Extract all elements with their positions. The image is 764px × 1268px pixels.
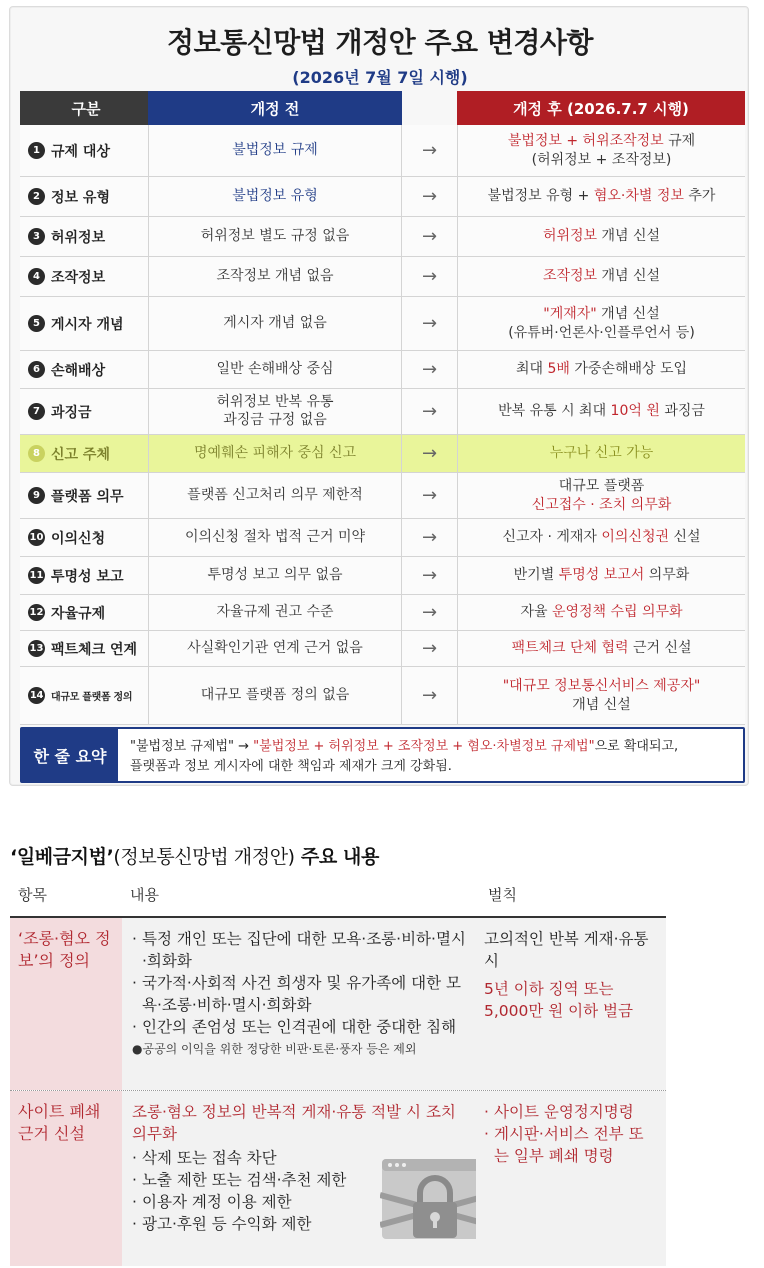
infographic-title: 정보통신망법 개정안 주요 변경사항 (167, 26, 593, 59)
row-after (457, 217, 745, 256)
row-after-line-2: 신고접수 · 조치 의무화 (531, 496, 672, 513)
row-before: 이의신청 절차 법적 근거 미약 (148, 519, 402, 556)
row-arrow-icon: → (421, 266, 438, 287)
row-category-label: 정보 유형 (51, 189, 110, 206)
comparison-row (20, 125, 745, 177)
row-after-line-1: 팩트체크 단체 협력 근거 신설 (511, 640, 692, 657)
content-bullet: · 삭제 또는 접속 차단 (132, 1149, 277, 1167)
row-arrow-icon: → (421, 485, 438, 506)
row-number-badge: 9 (28, 487, 45, 504)
row-after-line-1: 불법정보 유형 + 혐오·차별 정보 추가 (487, 188, 716, 205)
row-after (457, 297, 745, 350)
row-before: 일반 손해배상 중심 (148, 351, 402, 388)
row-arrow-icon: → (421, 359, 438, 380)
article-title-bold: ‘일베금지법’ (10, 846, 114, 868)
comparison-table (20, 125, 745, 725)
row-arrow-icon: → (421, 140, 438, 161)
row-number-badge: 14 (28, 687, 45, 704)
comparison-row (20, 297, 745, 351)
row-after-line-1: 반복 유통 시 최대 10억 원 과징금 (498, 403, 705, 420)
row-number-badge: 1 (28, 142, 45, 159)
comparison-row (20, 473, 745, 519)
row-number-badge: 7 (28, 403, 45, 420)
row-after-line-1: 최대 5배 가중손해배상 도입 (515, 361, 688, 378)
row-number-badge: 10 (28, 529, 45, 546)
row-number-badge: 12 (28, 604, 45, 621)
row-after-line-1: 누구나 신고 가능 (549, 445, 654, 462)
summary-line-1: "불법정보 규제법" → "불법정보 + 허위정보 + 조작정보 + 혐오·차별정보 규제법"으로 확대되고, (130, 739, 679, 754)
row-category (20, 473, 148, 518)
row-category-label: 대규모 플랫폼 정의 (51, 692, 133, 703)
row-category (20, 125, 148, 176)
row-arrow-icon: → (421, 186, 438, 207)
row-after-line-1: 허위정보 개념 신설 (542, 228, 661, 245)
row-before: 대규모 플랫폼 정의 없음 (148, 667, 402, 724)
row-category-label: 허위정보 (51, 229, 106, 246)
article-title-paren: (정보통신망법 개정안) (113, 846, 295, 868)
row-category (20, 519, 148, 556)
row-after (457, 595, 745, 630)
row-after-line-2: (유튜버·언론사·인플루언서 등) (508, 324, 695, 341)
row-after-line-1: 불법정보 + 허위조작정보 규제 (507, 132, 696, 149)
row-before: 플랫폼 신고처리 의무 제한적 (148, 473, 402, 518)
infographic-card (9, 6, 749, 786)
row-before: 투명성 보고 의무 없음 (148, 557, 402, 594)
summary-text (130, 737, 737, 777)
comparison-row (20, 257, 745, 297)
content-bullet: · 이용자 계정 이용 제한 (132, 1193, 292, 1211)
row-category-label: 투명성 보고 (51, 568, 124, 585)
row-category-label: 게시자 개념 (51, 316, 124, 333)
section-definition (10, 918, 666, 1090)
row-arrow-icon: → (421, 602, 438, 623)
content-bullet: · 인간의 존엄성 또는 인격권에 대한 중대한 침해 (132, 1018, 457, 1036)
article-title (10, 842, 379, 869)
comparison-row (20, 351, 745, 389)
column-header-penalty: 벌칙 (488, 886, 517, 904)
row-category-label: 팩트체크 연계 (51, 641, 138, 658)
row-after-line-1: 자율 운영정책 수립 의무화 (520, 604, 683, 621)
row-category-label: 플랫폼 의무 (51, 488, 124, 505)
row-number-badge: 13 (28, 640, 45, 657)
row-arrow-icon: → (421, 443, 438, 464)
comparison-row (20, 217, 745, 257)
content-heading: 조롱·혐오 정보의 반복적 게재·유통 적발 시 조치 의무화 (132, 1103, 456, 1143)
row-after-line-1: 조작정보 개념 신설 (542, 268, 661, 285)
row-category-label: 손해배상 (51, 362, 106, 379)
row-after (457, 257, 745, 296)
row-category-label: 조작정보 (51, 269, 106, 286)
row-before: 게시자 개념 없음 (148, 297, 402, 350)
content-bullet: · 특정 개인 또는 집단에 대한 모욕·조롱·비하·멸시·희화화 (132, 930, 466, 970)
section-penalty (476, 1091, 666, 1266)
row-number-badge: 3 (28, 228, 45, 245)
row-after (457, 435, 745, 472)
row-before: 허위정보 반복 유통 과징금 규정 없음 (148, 389, 402, 434)
row-before: 자율규제 권고 수준 (148, 595, 402, 630)
row-after-line-1: 신고자 · 게재자 이의신청권 신설 (502, 529, 701, 546)
content-bullet: · 노출 제한 또는 검색·추천 제한 (132, 1171, 347, 1189)
row-category (20, 351, 148, 388)
row-after-line-1: "게재자" 개념 신설 (543, 305, 660, 322)
comparison-row (20, 389, 745, 435)
row-after (457, 473, 745, 518)
row-after (457, 557, 745, 594)
section-content (122, 918, 476, 1090)
comparison-row (20, 519, 745, 557)
content-bullet: · 국가적·사회적 사건 희생자 및 유가족에 대한 모욕·조롱·비하·멸시·희화화 (132, 974, 461, 1014)
section-site-closure (10, 1091, 666, 1266)
row-category (20, 389, 148, 434)
row-after (457, 177, 745, 216)
row-category-label: 신고 주체 (51, 446, 110, 463)
infographic-subtitle: (2026년 7월 7일 시행) (292, 68, 468, 87)
row-after-line-1: "대규모 정보통신서비스 제공자" (502, 677, 701, 694)
comparison-row (20, 435, 745, 473)
row-category (20, 257, 148, 296)
row-number-badge: 8 (28, 445, 45, 462)
row-before: 명예훼손 피해자 중심 신고 (148, 435, 402, 472)
row-after-line-2: (허위정보 + 조작정보) (531, 151, 672, 168)
comparison-row (20, 667, 745, 725)
row-after (457, 125, 745, 176)
locked-website-icon (380, 1155, 490, 1253)
row-category (20, 557, 148, 594)
row-category-label: 자율규제 (51, 605, 106, 622)
row-before: 조작정보 개념 없음 (148, 257, 402, 296)
row-category-label: 이의신청 (51, 530, 106, 547)
row-after-line-1: 반기별 투명성 보고서 의무화 (513, 567, 690, 584)
row-number-badge: 6 (28, 361, 45, 378)
penalty-bullet: · 게시판·서비스 전부 또는 일부 폐쇄 명령 (484, 1125, 644, 1165)
row-number-badge: 5 (28, 315, 45, 332)
penalty-bullet: · 사이트 운영정지명령 (484, 1103, 634, 1121)
section-content (122, 1091, 476, 1266)
row-category (20, 217, 148, 256)
header-after: 개정 후 (2026.7.7 시행) (457, 91, 745, 125)
row-after-line-1: 대규모 플랫폼 (558, 477, 645, 494)
row-arrow-icon: → (421, 401, 438, 422)
row-category (20, 667, 148, 724)
penalty-text: 5년 이하 징역 또는 5,000만 원 이하 벌금 (484, 980, 633, 1020)
row-number-badge: 4 (28, 268, 45, 285)
row-after (457, 351, 745, 388)
row-arrow-icon: → (421, 313, 438, 334)
row-category (20, 595, 148, 630)
column-header-item: 항목 (18, 886, 47, 904)
summary-box (20, 727, 745, 783)
row-after (457, 631, 745, 666)
row-before: 불법정보 유형 (148, 177, 402, 216)
row-before: 허위정보 별도 규정 없음 (148, 217, 402, 256)
row-arrow-icon: → (421, 685, 438, 706)
row-category-label: 규제 대상 (51, 143, 110, 160)
row-category-label: 과징금 (51, 404, 92, 421)
row-category (20, 435, 148, 472)
row-category (20, 177, 148, 216)
row-before: 사실확인기관 연계 근거 없음 (148, 631, 402, 666)
header-category: 구분 (20, 91, 152, 125)
row-after (457, 667, 745, 724)
row-arrow-icon: → (421, 226, 438, 247)
row-number-badge: 11 (28, 567, 45, 584)
row-arrow-icon: → (421, 638, 438, 659)
comparison-row (20, 557, 745, 595)
row-arrow-icon: → (421, 565, 438, 586)
comparison-row (20, 177, 745, 217)
comparison-row (20, 595, 745, 631)
header-before: 개정 전 (148, 91, 402, 125)
article-title-tail: 주요 내용 (294, 846, 379, 868)
comparison-row (20, 631, 745, 667)
row-after (457, 389, 745, 434)
row-number-badge: 2 (28, 188, 45, 205)
column-header-content: 내용 (130, 886, 159, 904)
section-penalty (476, 918, 666, 1090)
summary-line-2: 플랫폼과 정보 게시자에 대한 책임과 제재가 크게 강화됨. (130, 759, 452, 775)
row-before: 불법정보 규제 (148, 125, 402, 176)
section-item: 사이트 폐쇄 근거 신설 (10, 1091, 122, 1266)
row-after-line-2: 개념 신설 (572, 696, 631, 713)
exception-note: ●공공의 이익을 위한 정당한 비판·토론·풍자 등은 제외 (132, 1042, 417, 1056)
row-category (20, 297, 148, 350)
section-item: ‘조롱·혐오 정보’의 정의 (10, 918, 122, 1090)
row-after (457, 519, 745, 556)
penalty-condition: 고의적인 반복 게재·유통 시 (484, 930, 649, 970)
content-bullet: · 광고·후원 등 수익화 제한 (132, 1215, 312, 1233)
row-category (20, 631, 148, 666)
summary-label: 한 줄 요약 (22, 729, 118, 781)
row-arrow-icon: → (421, 527, 438, 548)
